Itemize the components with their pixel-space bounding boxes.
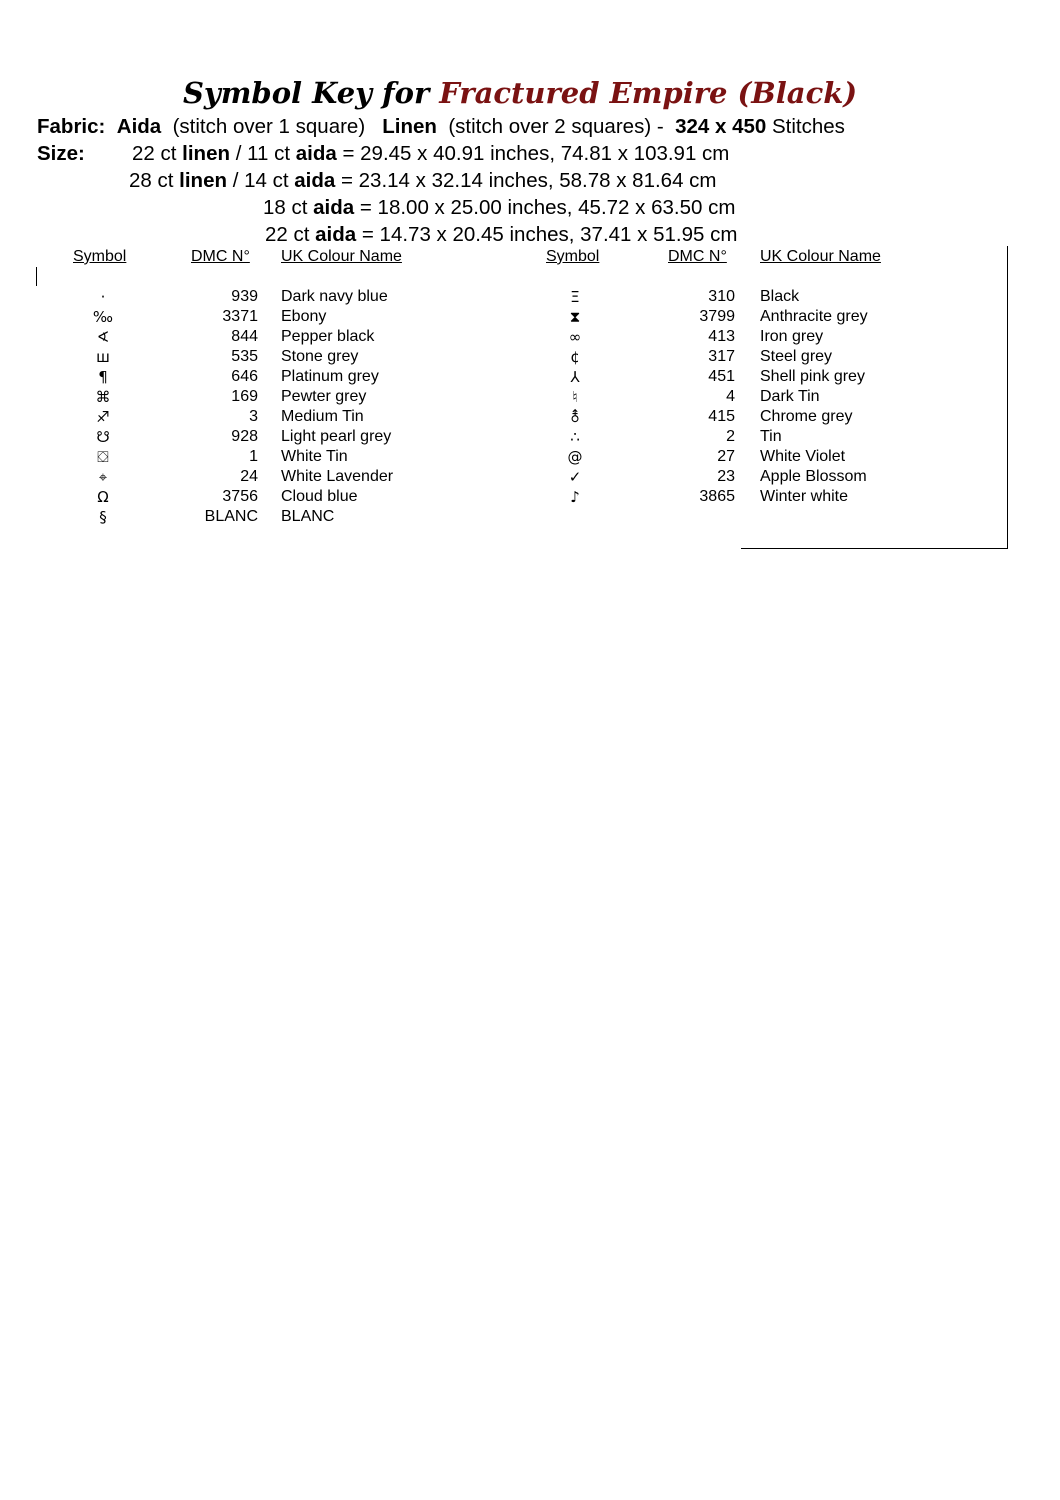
colour-name: Apple Blossom (760, 468, 867, 485)
size-dimensions: = 14.73 x 20.45 inches, 37.41 x 51.95 cm (361, 223, 738, 246)
colour-name: Black (760, 288, 800, 305)
fabric-aida: Aida (116, 115, 162, 138)
fabric-linen-note: (stitch over 2 squares) - (448, 115, 664, 138)
colour-name: White Violet (760, 448, 846, 465)
size-line-4 (265, 222, 737, 248)
symbol-glyph: ¢ (570, 348, 580, 366)
symbol-glyph: ⚨ (568, 408, 582, 426)
colour-name: Cloud blue (281, 488, 358, 505)
size-dimensions: = 29.45 x 40.91 inches, 74.81 x 103.91 cm (342, 142, 730, 165)
colour-name: Pepper black (281, 328, 375, 345)
colour-name: Dark navy blue (281, 288, 388, 305)
title-prefix: Symbol Key for (182, 76, 430, 110)
header-dmc-right: DMC N° (668, 248, 727, 265)
header-symbol-right: Symbol (546, 248, 600, 265)
size-fabric: linen (179, 169, 227, 192)
dmc-number: 3371 (222, 308, 258, 325)
symbol-glyph: ♮ (572, 388, 578, 406)
symbol-glyph: ⌖ (98, 468, 108, 486)
size-fabric: aida (295, 142, 337, 165)
table-bottom-border (741, 548, 1008, 549)
fabric-line (37, 114, 845, 140)
size-label-line (37, 141, 85, 167)
symbol-glyph: Ω (97, 488, 109, 506)
symbol-glyph: ш (96, 348, 110, 366)
size-line-1 (132, 141, 729, 167)
size-count: 22 ct (265, 223, 310, 246)
dmc-number: 27 (717, 448, 735, 465)
symbol-glyph: ‰ (92, 308, 114, 326)
size-count: 22 ct (132, 142, 177, 165)
colour-name: Winter white (760, 488, 849, 505)
colour-name: Anthracite grey (760, 308, 868, 325)
dmc-number: 646 (231, 368, 258, 385)
colour-name: Platinum grey (281, 368, 379, 385)
page-title (0, 76, 1040, 110)
size-line-3 (263, 195, 735, 221)
dmc-number: 928 (231, 428, 258, 445)
size-dimensions: = 18.00 x 25.00 inches, 45.72 x 63.50 cm (359, 196, 736, 219)
dmc-number: 4 (726, 388, 735, 405)
size-count: 28 ct (129, 169, 174, 192)
symbol-glyph: ✓ (568, 468, 582, 486)
pattern-name: Fractured Empire (Black) (439, 76, 858, 110)
symbol-glyph: ⛋ (97, 448, 109, 466)
colour-name: Medium Tin (281, 408, 364, 425)
size-dimensions: = 23.14 x 32.14 inches, 58.78 x 81.64 cm (340, 169, 717, 192)
dmc-number: 2 (726, 428, 735, 445)
size-fabric: aida (313, 196, 355, 219)
symbol-glyph: ∞ (568, 328, 582, 346)
text-cursor (36, 267, 37, 286)
dmc-number: 24 (240, 468, 258, 485)
stitches-word: Stitches (771, 115, 845, 138)
colour-name: Tin (760, 428, 782, 445)
size-count: / 11 ct (235, 142, 291, 165)
symbol-glyph: ∢ (96, 328, 110, 346)
symbol-glyph: ⧗ (569, 308, 581, 326)
symbol-glyph: ∴ (570, 428, 580, 446)
size-label: Size: (37, 142, 85, 165)
dmc-number: 535 (231, 348, 258, 365)
dmc-number: 844 (231, 328, 258, 345)
dmc-number: 3 (249, 408, 258, 425)
colour-name: Light pearl grey (281, 428, 392, 445)
colour-name: Stone grey (281, 348, 359, 365)
size-count: / 14 ct (232, 169, 289, 192)
header-name-right: UK Colour Name (760, 248, 881, 265)
size-line-2 (129, 168, 717, 194)
symbol-glyph: ⅄ (570, 368, 580, 386)
symbol-glyph: Ξ (570, 288, 580, 306)
size-fabric: linen (182, 142, 230, 165)
colour-name: Shell pink grey (760, 368, 865, 385)
colour-name: White Tin (281, 448, 348, 465)
size-fabric: aida (294, 169, 336, 192)
dmc-number: 415 (708, 408, 735, 425)
dmc-number: 1 (249, 448, 258, 465)
dmc-number: 310 (708, 288, 735, 305)
symbol-glyph: § (99, 508, 107, 526)
fabric-aida-note: (stitch over 1 square) (172, 115, 366, 138)
colour-name: White Lavender (281, 468, 394, 485)
colour-name: Chrome grey (760, 408, 853, 425)
dmc-number: 169 (231, 388, 258, 405)
symbol-glyph: ⌘ (95, 388, 111, 406)
colour-name: Steel grey (760, 348, 833, 365)
dmc-number: 3799 (699, 308, 735, 325)
stitch-count: 324 x 450 (675, 115, 767, 138)
dmc-number: 413 (708, 328, 735, 345)
symbol-glyph: ♪ (570, 488, 580, 506)
dmc-number: 317 (708, 348, 735, 365)
symbol-glyph: ¶ (98, 368, 108, 386)
colour-name: Dark Tin (760, 388, 820, 405)
fabric-label: Fabric: (37, 115, 106, 138)
fabric-linen: Linen (382, 115, 437, 138)
colour-name: BLANC (281, 508, 335, 525)
size-count: 18 ct (263, 196, 308, 219)
colour-name: Ebony (281, 308, 327, 325)
symbol-glyph: · (100, 288, 106, 306)
symbol-glyph: @ (567, 448, 583, 466)
dmc-number: 451 (708, 368, 735, 385)
size-fabric: aida (315, 223, 357, 246)
dmc-number: 23 (717, 468, 735, 485)
header-name-left: UK Colour Name (281, 248, 402, 265)
header-symbol-left: Symbol (73, 248, 127, 265)
dmc-number: 3865 (699, 488, 735, 505)
dmc-number: 939 (231, 288, 258, 305)
table-right-border (1007, 246, 1008, 549)
colour-name: Iron grey (760, 328, 824, 345)
dmc-number: BLANC (204, 508, 258, 525)
symbol-glyph: ♐ (96, 408, 110, 426)
dmc-number: 3756 (222, 488, 258, 505)
colour-name: Pewter grey (281, 388, 367, 405)
symbol-glyph: ☋ (96, 428, 110, 446)
header-dmc-left: DMC N° (191, 248, 250, 265)
